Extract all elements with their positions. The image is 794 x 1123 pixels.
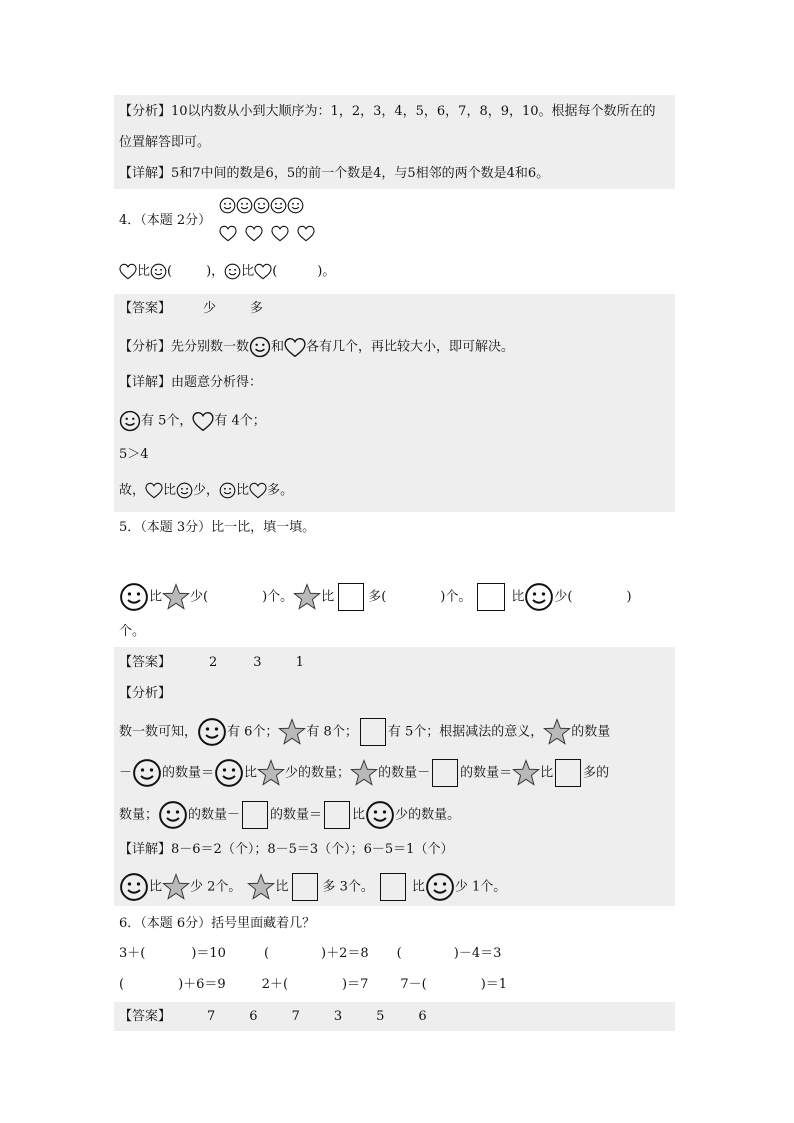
equation-text: 7－( — [400, 977, 427, 992]
detail-text: 有 5个， — [141, 413, 193, 429]
equation-text: )＝7 — [342, 977, 369, 992]
heart-icon — [192, 411, 214, 432]
q5-title: 5．（本题 3分）比一比，填一填。 — [119, 520, 316, 535]
smiley-icon — [249, 336, 271, 358]
q4-question-line — [119, 262, 335, 282]
q5-bi: 比 — [149, 879, 163, 895]
q5-detail: 【详解】8－6＝2（个）；8－5＝3（个）；6－5＝1（个） — [119, 842, 454, 857]
detail-text: 多 3个。 — [322, 879, 374, 895]
answer-value: 7 — [207, 1009, 216, 1024]
analysis-text: 少的数量。 — [395, 807, 461, 823]
paren-close: )。 — [317, 264, 336, 279]
smiley-icon — [119, 410, 141, 432]
analysis-text: 数一数可知， — [119, 724, 198, 740]
answer-label: 【答案】 — [119, 1009, 172, 1024]
equation-text: )＝1 — [480, 977, 508, 992]
equation-text: ( — [396, 946, 402, 961]
analysis-text: 有 6个； — [227, 724, 279, 740]
star-icon — [257, 759, 285, 787]
q3-detail: 【详解】5和7中间的数是6，5的前一个数是4，与5相邻的两个数是4和6。 — [119, 166, 550, 181]
q4-bi: 比 — [137, 264, 151, 279]
equation-text: )＋6＝9 — [178, 977, 226, 992]
star-icon — [293, 583, 321, 611]
smiley-icon — [176, 482, 193, 499]
analysis-text: 的数量－ — [378, 765, 431, 781]
answer-value: 3 — [333, 1009, 343, 1024]
star-icon — [162, 873, 190, 901]
q5-analysis-line2 — [119, 758, 609, 789]
analysis-text: 少的数量； — [285, 765, 351, 781]
q5-analysis-label: 【分析】 — [119, 686, 172, 701]
square-icon — [242, 801, 268, 829]
equation-text: ( — [263, 946, 270, 961]
square-icon — [477, 583, 505, 611]
answer-value: 2 — [209, 655, 218, 670]
smiley-icon — [132, 758, 162, 788]
q4-bi: 比 — [241, 264, 255, 279]
equation-text: 2＋( — [261, 977, 289, 992]
q5-bi: 比 — [411, 879, 425, 895]
detail-text: 少 1个。 — [454, 879, 507, 895]
q5-question-tail: 个。 — [119, 624, 146, 639]
answer-value: 6 — [418, 1009, 427, 1024]
smiley-icon — [524, 582, 554, 612]
smiley-icon — [119, 872, 149, 902]
square-icon — [360, 718, 386, 746]
q5-bi: 比 — [275, 879, 289, 895]
heart-icon — [245, 225, 263, 242]
q4-compare: 5＞4 — [119, 447, 149, 462]
analysis-text: 的数量＝ — [162, 765, 215, 781]
q4-bi: 比 — [163, 483, 177, 498]
analysis-text: 的数量＝ — [270, 807, 323, 823]
square-icon — [380, 873, 406, 901]
analysis-text: 和 — [271, 339, 285, 355]
equation-text: ( — [119, 977, 125, 992]
q5-text: )个。 — [262, 589, 294, 605]
answer-value: 6 — [249, 1009, 258, 1024]
analysis-text: － — [119, 765, 133, 781]
heart-icon — [271, 225, 289, 242]
answer-value: 少 — [203, 301, 217, 316]
q4-analysis — [119, 336, 514, 358]
analysis-text: 的数量－ — [188, 807, 241, 823]
analysis-text: 的数量＝ — [460, 765, 513, 781]
paren-close: )， — [206, 264, 225, 279]
equation-text: )＋2＝8 — [321, 946, 369, 961]
q6-title: 6．（本题 6分）括号里面藏着几？ — [119, 916, 316, 931]
smiley-icon — [425, 872, 455, 902]
smiley-icon — [214, 758, 244, 788]
star-icon — [543, 718, 571, 746]
q6-answer — [119, 1007, 427, 1027]
paren-open: ( — [272, 264, 278, 279]
square-icon — [324, 801, 350, 829]
q4-answer — [119, 299, 263, 319]
detail-text: 故， — [119, 483, 146, 498]
answer-value: 5 — [376, 1009, 385, 1024]
analysis-text: 有 5个；根据减法的意义， — [387, 724, 544, 740]
q4-solution-shade — [114, 294, 675, 512]
q3-analysis-line1: 【分析】10以内数从小到大顺序为：1，2，3，4，5，6，7，8，9，10。根据每个数所在的 — [119, 104, 656, 119]
heart-icon — [297, 225, 315, 242]
q5-bi: 比 — [244, 765, 258, 781]
square-icon — [292, 873, 318, 901]
equation-text: )－4＝3 — [453, 946, 502, 961]
paren-open: ( — [167, 264, 173, 279]
answer-value: 多 — [250, 301, 264, 316]
detail-text: 少， — [193, 483, 220, 498]
square-icon — [338, 583, 364, 611]
q4-detail-label: 【详解】由题意分析得： — [119, 375, 263, 390]
square-icon — [555, 759, 581, 787]
answer-value: 7 — [291, 1009, 300, 1024]
smiley-icon — [219, 197, 236, 214]
star-icon — [162, 583, 190, 611]
q5-analysis-line1 — [119, 717, 610, 748]
answer-value: 1 — [295, 655, 304, 670]
star-icon — [512, 759, 540, 787]
q4-smiley-row — [219, 197, 304, 214]
smiley-icon — [150, 263, 167, 280]
smiley-icon — [236, 197, 253, 214]
heart-icon — [284, 337, 306, 358]
q3-analysis-line2: 位置解答即可。 — [119, 135, 211, 150]
analysis-text: 有 8个； — [306, 724, 358, 740]
q5-text: 多( — [368, 589, 387, 605]
star-icon — [247, 873, 275, 901]
equation-text: 3＋( — [119, 946, 146, 961]
q6-row2 — [119, 975, 507, 995]
smiley-icon — [197, 717, 227, 747]
smiley-icon — [365, 800, 395, 830]
q4-conclusion — [119, 481, 293, 501]
smiley-icon — [158, 800, 188, 830]
answer-label: 【答案】 — [119, 301, 172, 316]
analysis-text: 的数量 — [571, 724, 611, 740]
q5-bi: 比 — [149, 589, 163, 605]
heart-icon — [145, 482, 163, 499]
q6-row1 — [119, 944, 501, 964]
smiley-icon — [270, 197, 287, 214]
q4-detail-count — [119, 410, 266, 432]
q5-bi: 比 — [352, 807, 366, 823]
q5-text: )个。 — [440, 589, 472, 605]
answer-value: 3 — [253, 655, 262, 670]
detail-text: 有 4个； — [214, 413, 266, 429]
q5-text: 少( — [190, 589, 209, 605]
star-icon — [350, 759, 378, 787]
q5-answer — [119, 653, 304, 673]
heart-icon — [219, 225, 237, 242]
q5-bi: 比 — [540, 765, 554, 781]
star-icon — [278, 718, 306, 746]
smiley-icon — [224, 263, 241, 280]
q5-question-line — [119, 582, 632, 613]
q4-bi: 比 — [236, 483, 250, 498]
equation-text: )＝10 — [191, 946, 226, 961]
detail-text: 多。 — [267, 483, 294, 498]
analysis-text: 多的 — [583, 765, 610, 781]
q5-detail-line2 — [119, 872, 506, 903]
smiley-icon — [287, 197, 304, 214]
analysis-text: 数量； — [119, 807, 159, 823]
square-icon — [432, 759, 458, 787]
q5-text: 少( — [554, 589, 573, 605]
q5-bi: 比 — [321, 589, 335, 605]
smiley-icon — [253, 197, 270, 214]
smiley-icon — [119, 582, 149, 612]
q4-heart-row — [219, 225, 315, 242]
q5-bi: 比 — [511, 589, 525, 605]
q5-analysis-line3 — [119, 800, 460, 831]
heart-icon — [249, 482, 267, 499]
q5-text: ) — [626, 589, 632, 605]
heart-icon — [119, 263, 137, 280]
answer-label: 【答案】 — [119, 655, 172, 670]
smiley-icon — [219, 482, 236, 499]
analysis-text: 【分析】先分别数一数 — [119, 339, 250, 355]
heart-icon — [254, 263, 272, 280]
q4-title: 4．（本题 2分） — [119, 213, 212, 228]
analysis-text: 各有几个，再比较大小，即可解决。 — [306, 339, 515, 355]
detail-text: 少 2个。 — [190, 879, 242, 895]
